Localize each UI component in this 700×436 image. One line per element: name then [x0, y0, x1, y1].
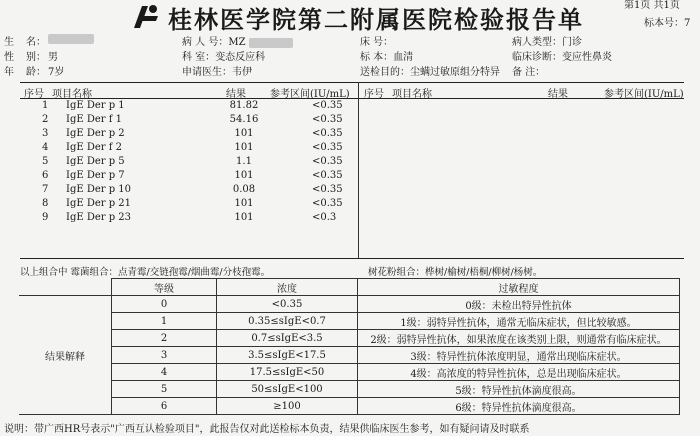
table-row: 7 IgE Der p 10 0.08 <0.35	[42, 184, 343, 195]
header-top-rule	[20, 82, 684, 83]
hospital-logo-icon	[128, 2, 162, 32]
table-row: 结果解释 0 <0.35 0级：未检出特异性抗体	[19, 296, 680, 313]
bed-field: 床 号：	[360, 37, 394, 48]
interpretation-header-row	[19, 279, 680, 296]
col-result-left: 结果	[226, 89, 246, 100]
table-row: 8 IgE Der p 21 101 <0.35	[42, 198, 343, 209]
test-purpose-field: 送检目的：尘螨过敏原组分特异	[360, 67, 500, 78]
column-divider	[358, 82, 359, 258]
report-title: 桂林医学院第二附属医院检验报告单	[168, 5, 584, 34]
remark-field: 备 注：	[512, 67, 546, 78]
col-result-right: 结果	[548, 89, 568, 100]
redacted-name	[48, 34, 94, 44]
redacted-id	[249, 38, 293, 48]
table-row: 3 IgE Der p 2 101 <0.35	[42, 128, 343, 139]
footer-disclaimer: 说明：带广西HR号表示"广西互认检验项目"，此报告仅对此送检标本负责，结果供临床医生参考，如有疑问请及时联系	[4, 424, 530, 435]
table-row: 3 3.5≤sIgE<17.5 3级：特异性抗体浓度明显，通常出现临床症状。	[19, 347, 680, 364]
table-row: 9 IgE Der p 23 101 <0.3	[42, 212, 337, 223]
doctor-field: 申请医生：韦伊	[182, 67, 252, 78]
interpretation-label: 结果解释	[19, 296, 112, 415]
interpretation-table	[19, 278, 680, 415]
table-row: 1 IgE Der p 1 81.82 <0.35	[42, 100, 343, 111]
department-field: 科 室：变态反应科	[182, 52, 266, 63]
table-row: 2 IgE Der f 1 54.16 <0.35	[42, 114, 343, 125]
grade-header: 等级	[112, 279, 217, 296]
col-ref-left: 参考区间(IU/mL)	[270, 89, 350, 100]
table-row: 4 17.5≤sIgE<50 4级：高浓度的特异性抗体，总是出现临床症状。	[19, 364, 680, 381]
table-row: 6 ≥100 6级：特异性抗体滴度很高。	[19, 398, 680, 415]
patient-type-field: 病人类型：门诊	[512, 37, 582, 48]
table-row: 1 0.35≤sIgE<0.7 1级：弱特异性抗体，通常无临床症状，但比较敏感。	[19, 313, 680, 330]
patient-id-field: 病 人 号：MZ	[182, 33, 293, 48]
col-ref-right: 参考区间(IU/mL)	[604, 89, 684, 100]
specimen-number: 标本号：7	[644, 18, 691, 29]
results-list	[0, 100, 358, 230]
col-item-right: 项目名称	[392, 89, 432, 100]
col-seq-right: 序号	[364, 89, 384, 100]
pollen-group-note: 树花粉组合：桦树/榆树/梧桐/柳树/杨树。	[368, 267, 543, 278]
results-bottom-rule	[20, 258, 684, 259]
col-seq-left: 序号	[24, 89, 44, 100]
specimen-type-field: 标 本：血清	[360, 52, 414, 63]
age-value: 7岁	[48, 67, 65, 78]
table-row: 5 50≤sIgE<100 5级：特异性抗体滴度很高。	[19, 381, 680, 398]
col-item-left: 项目名称	[52, 89, 92, 100]
header-bottom-rule	[20, 98, 684, 99]
concentration-header: 浓度	[217, 279, 358, 296]
table-row: 2 0.7≤sIgE<3.5 2级：弱特异性抗体，如果浓度在该类别上限，则通常有临床症状。	[19, 330, 680, 347]
diagnosis-field: 临床诊断：变应性鼻炎	[512, 52, 612, 63]
gender-value: 男	[48, 52, 58, 63]
table-row: 4 IgE Der f 2 101 <0.35	[42, 142, 343, 153]
degree-header: 过敏程度	[358, 279, 680, 296]
table-row: 6 IgE Der p 7 101 <0.35	[42, 170, 343, 181]
page-number: 第1页 共1页	[624, 0, 680, 11]
mold-group-note: 以上组合中 霉菌组合：点青霉/交链孢霉/烟曲霉/分枝孢霉。	[20, 267, 271, 278]
table-row: 5 IgE Der p 5 1.1 <0.35	[42, 156, 343, 167]
